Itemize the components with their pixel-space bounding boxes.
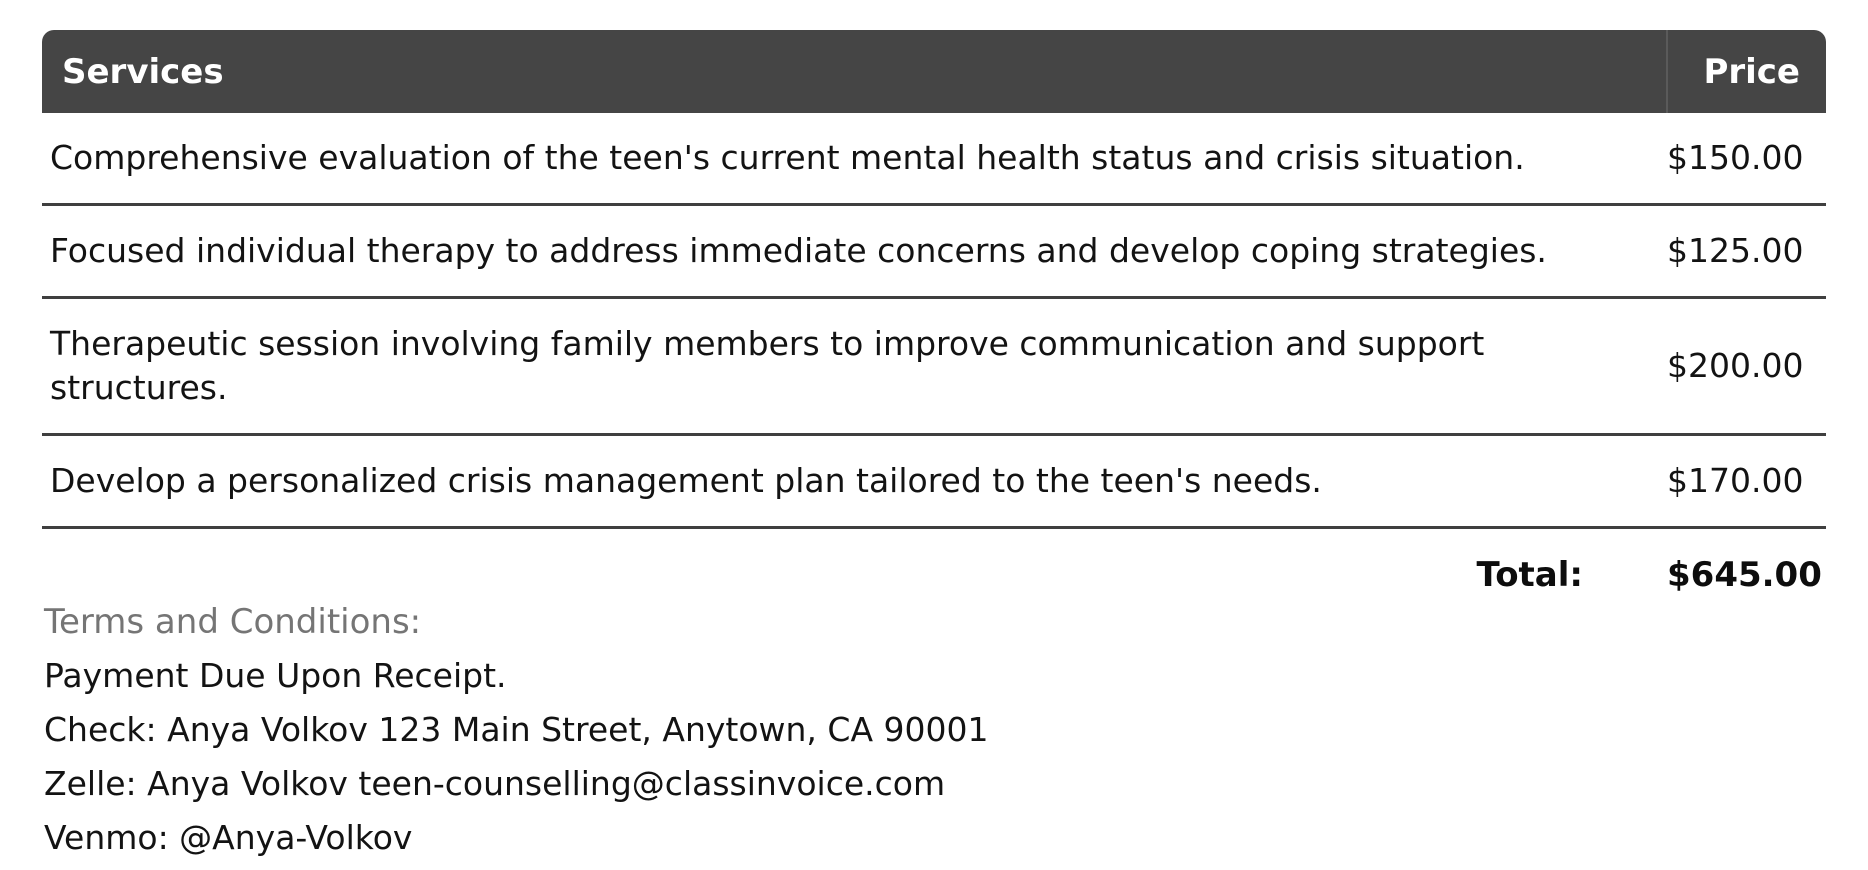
service-description: Comprehensive evaluation of the teen's current mental health status and crisis situation. xyxy=(42,113,1666,206)
service-price: $200.00 xyxy=(1666,299,1826,436)
terms-line-venmo: Venmo: @Anya-Volkov xyxy=(44,818,413,857)
services-table-header xyxy=(42,30,1826,113)
service-price: $150.00 xyxy=(1666,113,1826,206)
terms-line-zelle: Zelle: Anya Volkov teen-counselling@classinvoice.com xyxy=(44,764,946,803)
service-description: Therapeutic session involving family members to improve communication and support structures. xyxy=(42,299,1666,436)
service-price: $125.00 xyxy=(1666,206,1826,299)
service-price: $170.00 xyxy=(1666,436,1826,529)
total-label: Total: xyxy=(1476,555,1583,595)
table-row xyxy=(42,299,1826,436)
table-row xyxy=(42,436,1826,529)
terms-line-check: Check: Anya Volkov 123 Main Street, Anytown, CA 90001 xyxy=(44,710,989,749)
services-table xyxy=(42,30,1826,611)
terms-line-payment: Payment Due Upon Receipt. xyxy=(44,656,507,695)
price-column-header: Price xyxy=(1666,30,1826,113)
service-description: Focused individual therapy to address immediate concerns and develop coping strategies. xyxy=(42,206,1666,299)
terms-and-conditions-section xyxy=(44,595,1544,865)
table-row xyxy=(42,206,1826,299)
services-table-body xyxy=(42,113,1826,529)
terms-heading: Terms and Conditions: xyxy=(44,602,422,642)
services-column-header: Services xyxy=(42,30,1666,113)
service-description: Develop a personalized crisis management plan tailored to the teen's needs. xyxy=(42,436,1666,529)
header-row xyxy=(42,30,1826,113)
total-value: $645.00 xyxy=(1667,555,1822,595)
table-row xyxy=(42,113,1826,206)
